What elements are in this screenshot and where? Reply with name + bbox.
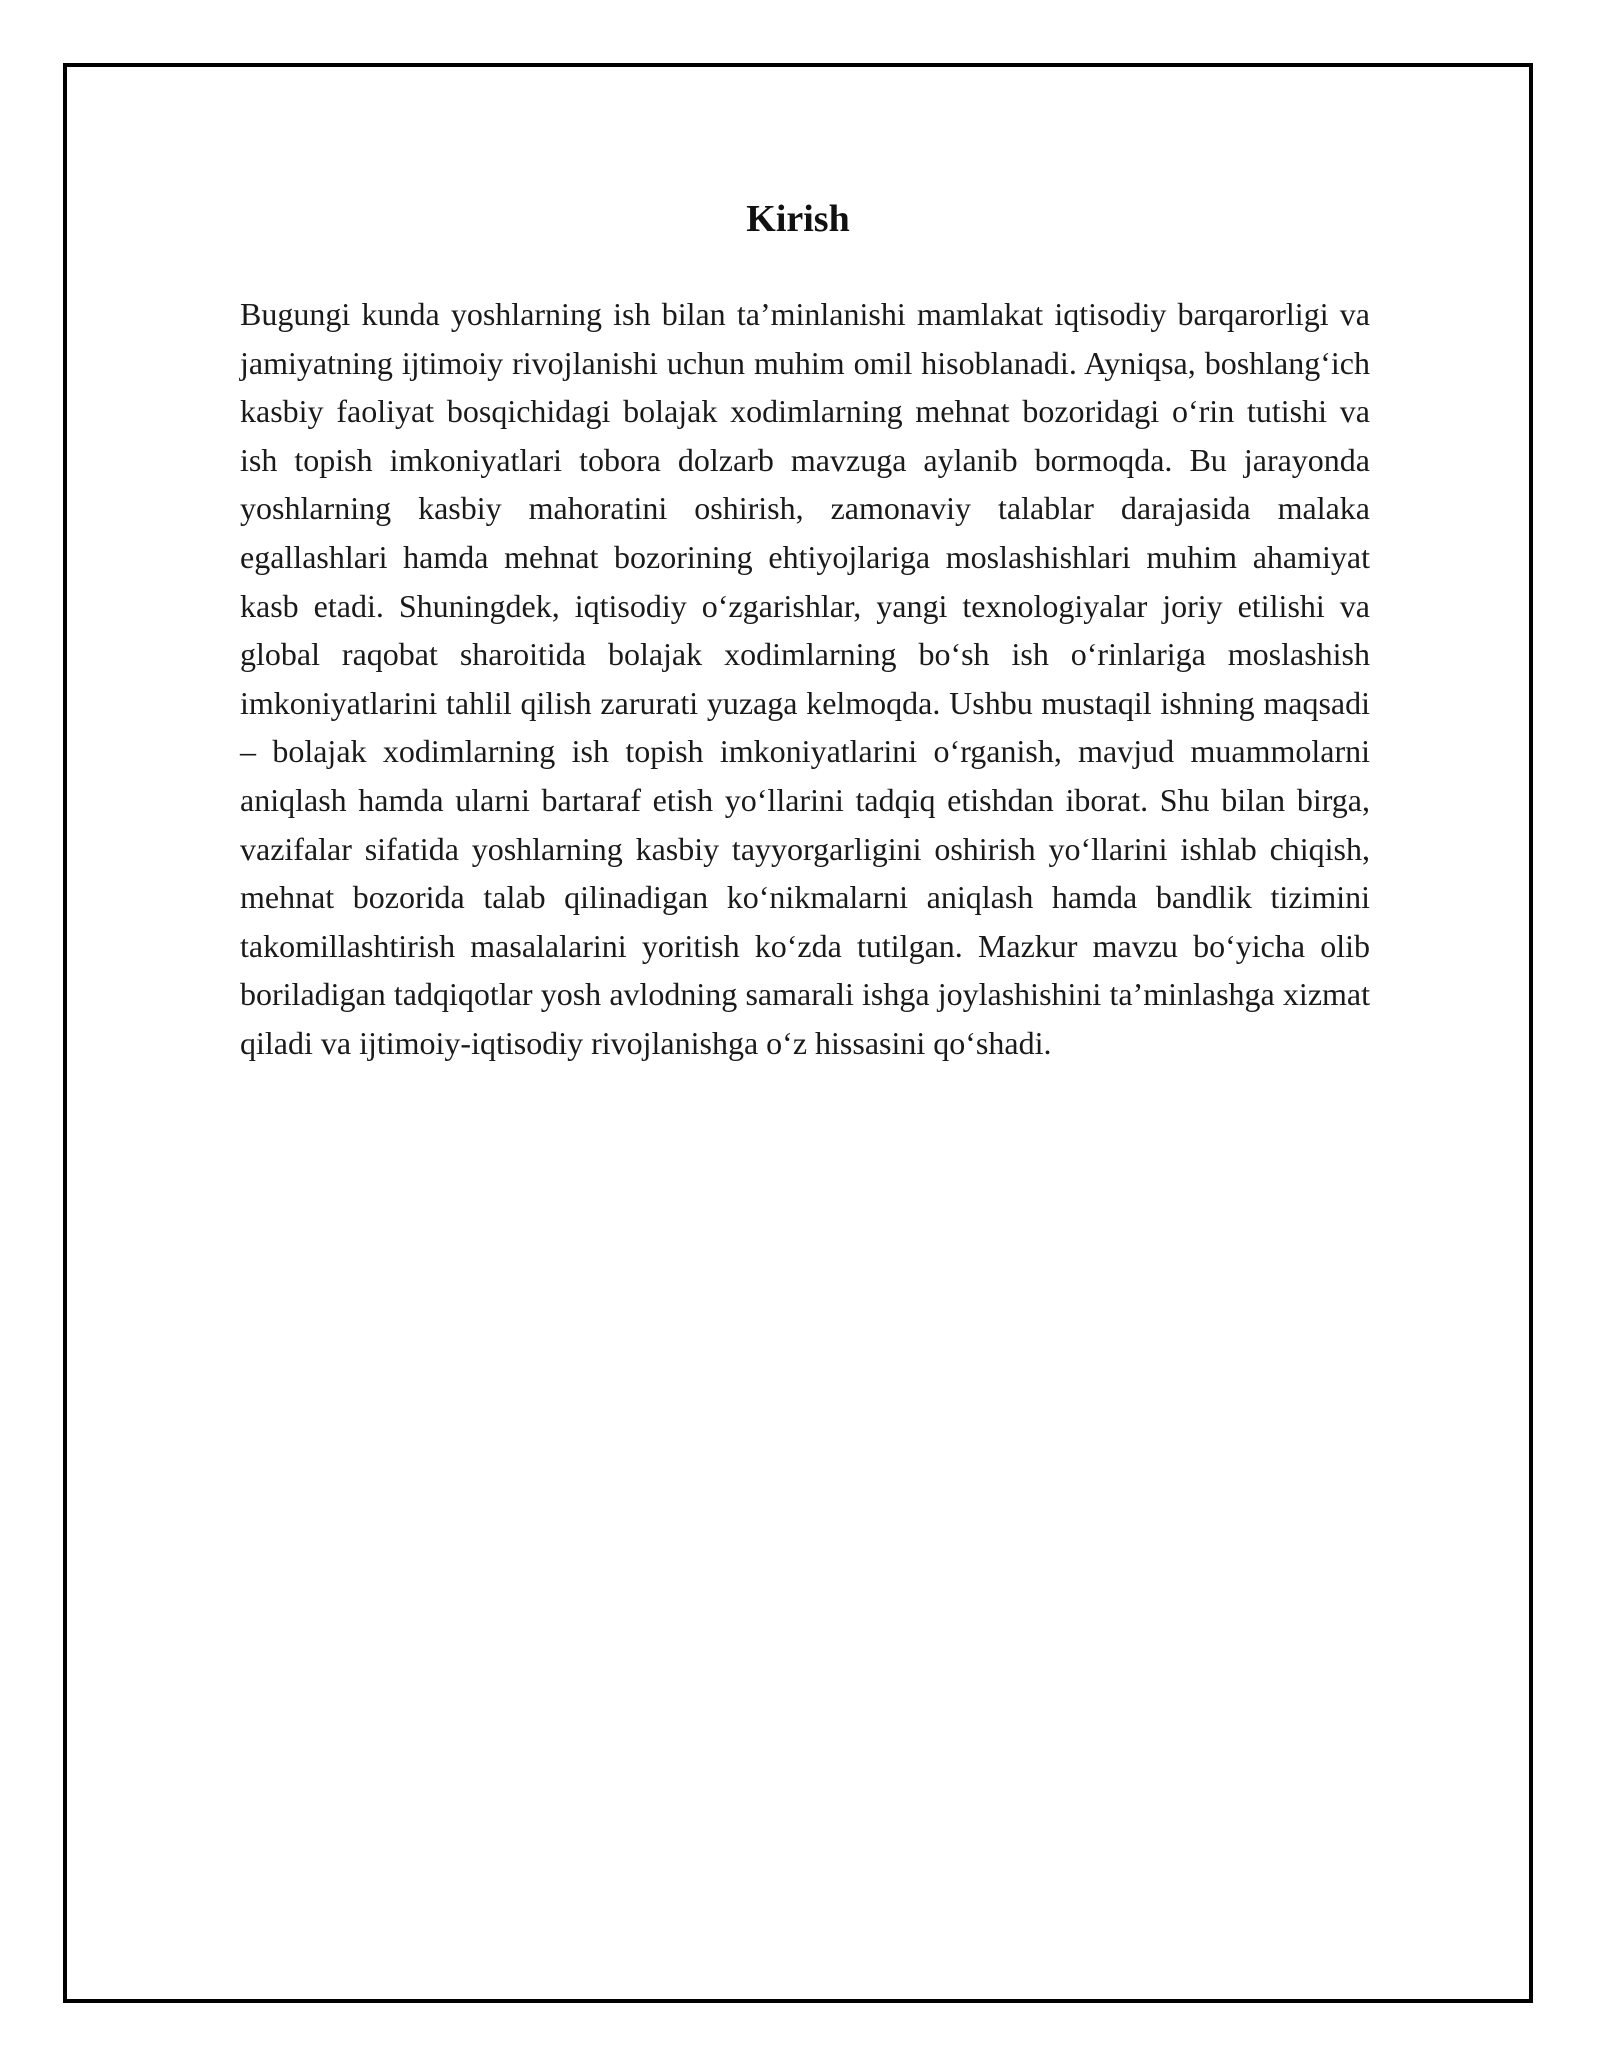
page-title: Kirish <box>746 198 850 240</box>
page-border-frame <box>63 63 1533 2003</box>
body-paragraph: Bugungi kunda yoshlarning ish bilan ta’minlanishi mamlakat iqtisodiy barqarorligi va jamiyatning ijtimoiy rivojlanishi uchun muhim omil hisoblanadi. Ayniqsa, boshlang‘ich kasbiy faoliyat bosqichidagi bolajak xodimlarning mehnat bozoridagi o‘rin tutishi va ish topish imkoniyatlari tobora dolzarb mavzuga aylanib bormoqda. Bu jarayonda yoshlarning kasbiy mahoratini oshirish, zamonaviy talablar darajasida malaka egallashlari hamda mehnat bozorining ehtiyojlariga moslashishlari muhim ahamiyat kasb etadi. Shuningdek, iqtisodiy o‘zgarishlar, yangi texnologiyalar joriy etilishi va global raqobat sharoitida bolajak xodimlarning bo‘sh ish o‘rinlariga moslashish imkoniyatlarini tahlil qilish zarurati yuzaga kelmoqda. Ushbu mustaqil ishning maqsadi – bolajak xodimlarning ish topish imkoniyatlarini o‘rganish, mavjud muammolarni aniqlash hamda ularni bartaraf etish yo‘llarini tadqiq etishdan iborat. Shu bilan birga, vazifalar sifatida yoshlarning kasbiy tayyorgarligini oshirish yo‘llarini ishlab chiqish, mehnat bozorida talab qilinadigan ko‘nikmalarni aniqlash hamda bandlik tizimini takomillashtirish masalalarini yoritish ko‘zda tutilgan. Mazkur mavzu bo‘yicha olib boriladigan tadqiqotlar yosh avlodning samarali ishga joylashishini ta’minlashga xizmat qiladi va ijtimoiy-iqtisodiy rivojlanishga o‘z hissasini qo‘shadi. <box>240 296 1370 1061</box>
